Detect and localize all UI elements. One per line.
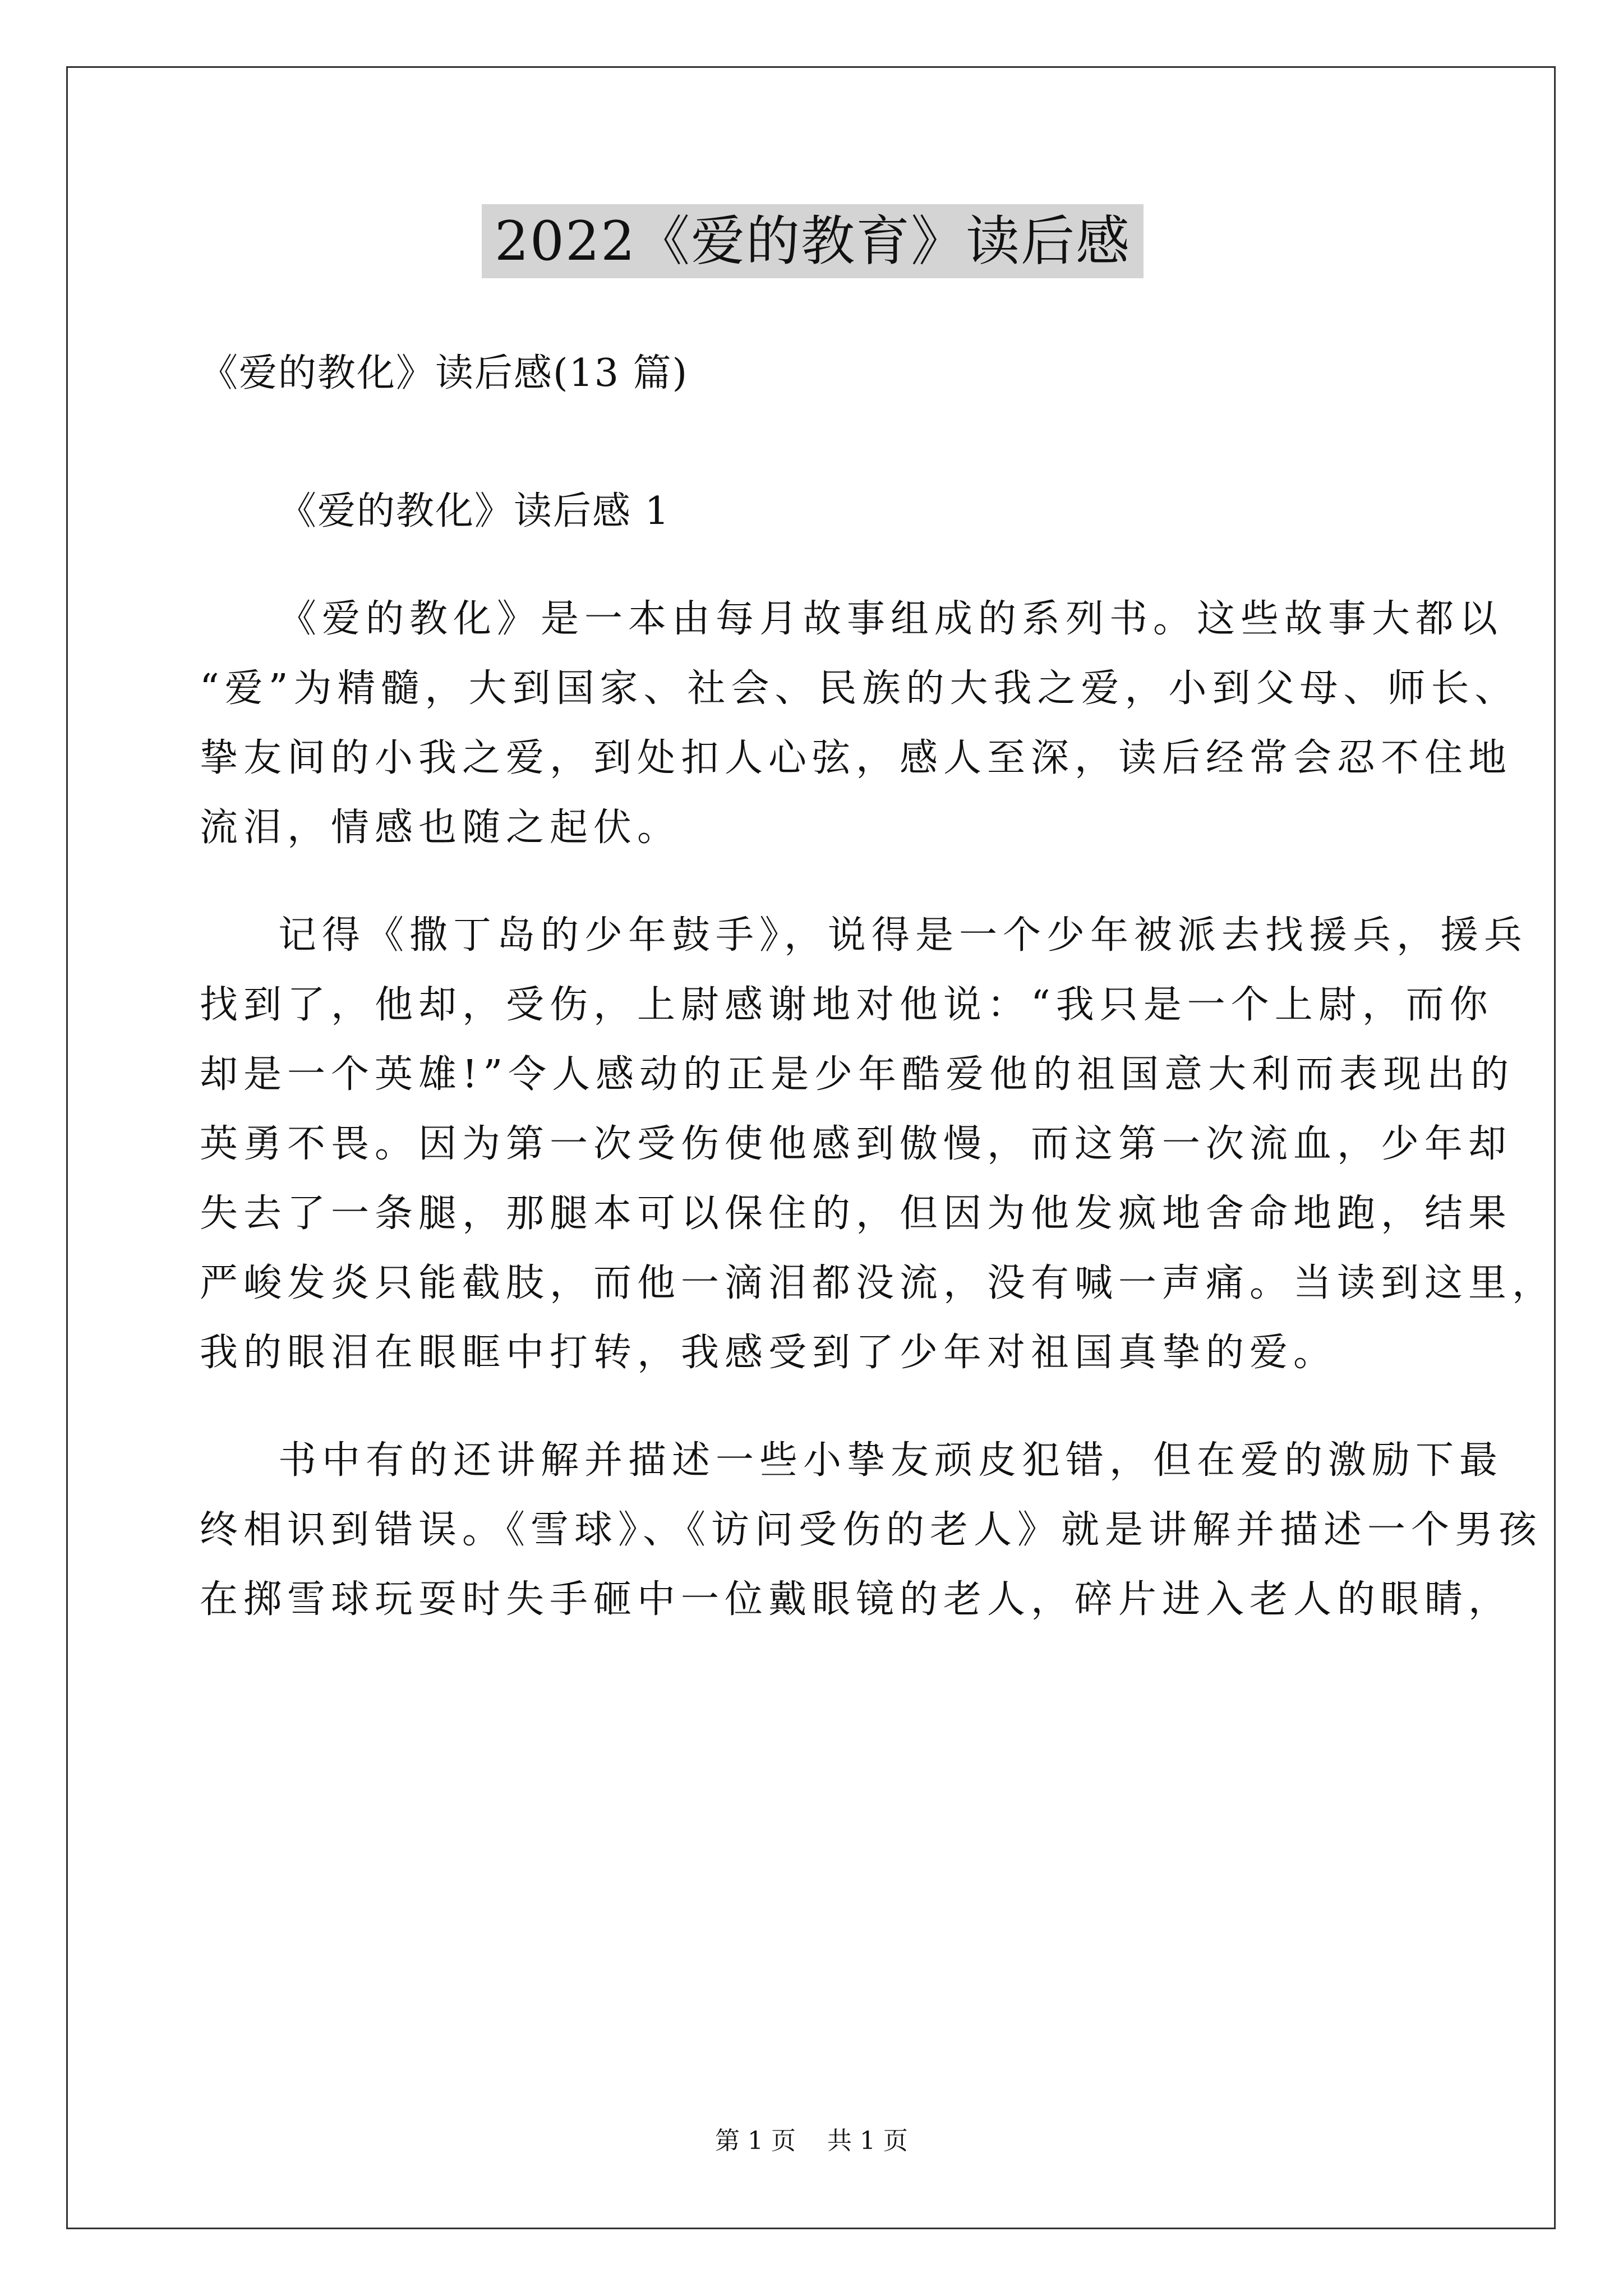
document-subtitle: 《爱的教化》读后感(13 篇)	[200, 351, 689, 395]
paragraph-line: 找到了，他却，受伤，上尉感谢地对他说：“我只是一个上尉，而你	[200, 983, 1493, 1027]
paragraph-line: 《爱的教化》是一本由每月故事组成的系列书。这些故事大都以	[278, 597, 1504, 641]
document-body	[200, 314, 1556, 1635]
paragraph-line: 我的眼泪在眼眶中打转，我感受到了少年对祖国真挚的爱。	[200, 1331, 1338, 1375]
paragraph-line: 英勇不畏。因为第一次受伤使他感到傲慢，而这第一次流血，少年却	[200, 1122, 1513, 1166]
paragraph-line: “爱”为精髓，大到国家、社会、民族的大我之爱，小到父母、师长、	[200, 666, 1519, 711]
paragraph-1	[200, 585, 1519, 863]
paragraph-line: 流泪，情感也随之起伏。	[200, 806, 681, 850]
section-heading: 《爱的教化》读后感 1	[278, 489, 670, 533]
paragraph-line: 挚友间的小我之爱，到处扣人心弦，感人至深，读后经常会忍不住地	[200, 736, 1513, 780]
paragraph-line: 却是一个英雄!”令人感动的正是少年酷爱他的祖国意大利而表现出的	[200, 1052, 1515, 1097]
document-title: 2022《爱的教育》读后感	[482, 204, 1144, 278]
paragraph-line: 失去了一条腿，那腿本可以保住的，但因为他发疯地舍命地跑，结果	[200, 1191, 1513, 1236]
page-footer: 第 1 页 共 1 页	[715, 2127, 908, 2155]
paragraph-line: 记得《撒丁岛的少年鼓手》，说得是一个少年被派去找援兵，援兵	[278, 913, 1528, 958]
paragraph-line: 严峻发炎只能截肢，而他一滴泪都没流，没有喊一声痛。当读到这里，	[200, 1261, 1556, 1305]
paragraph-3	[200, 1426, 1543, 1635]
paragraph-line: 终相识到错误。《雪球》、《访问受伤的老人》就是讲解并描述一个男孩	[200, 1508, 1543, 1552]
paragraph-line: 在掷雪球玩耍时失手砸中一位戴眼镜的老人，碎片进入老人的眼睛，	[200, 1577, 1513, 1622]
paragraph-line: 书中有的还讲解并描述一些小挚友顽皮犯错，但在爱的激励下最	[278, 1438, 1504, 1483]
paragraph-2	[200, 901, 1556, 1388]
